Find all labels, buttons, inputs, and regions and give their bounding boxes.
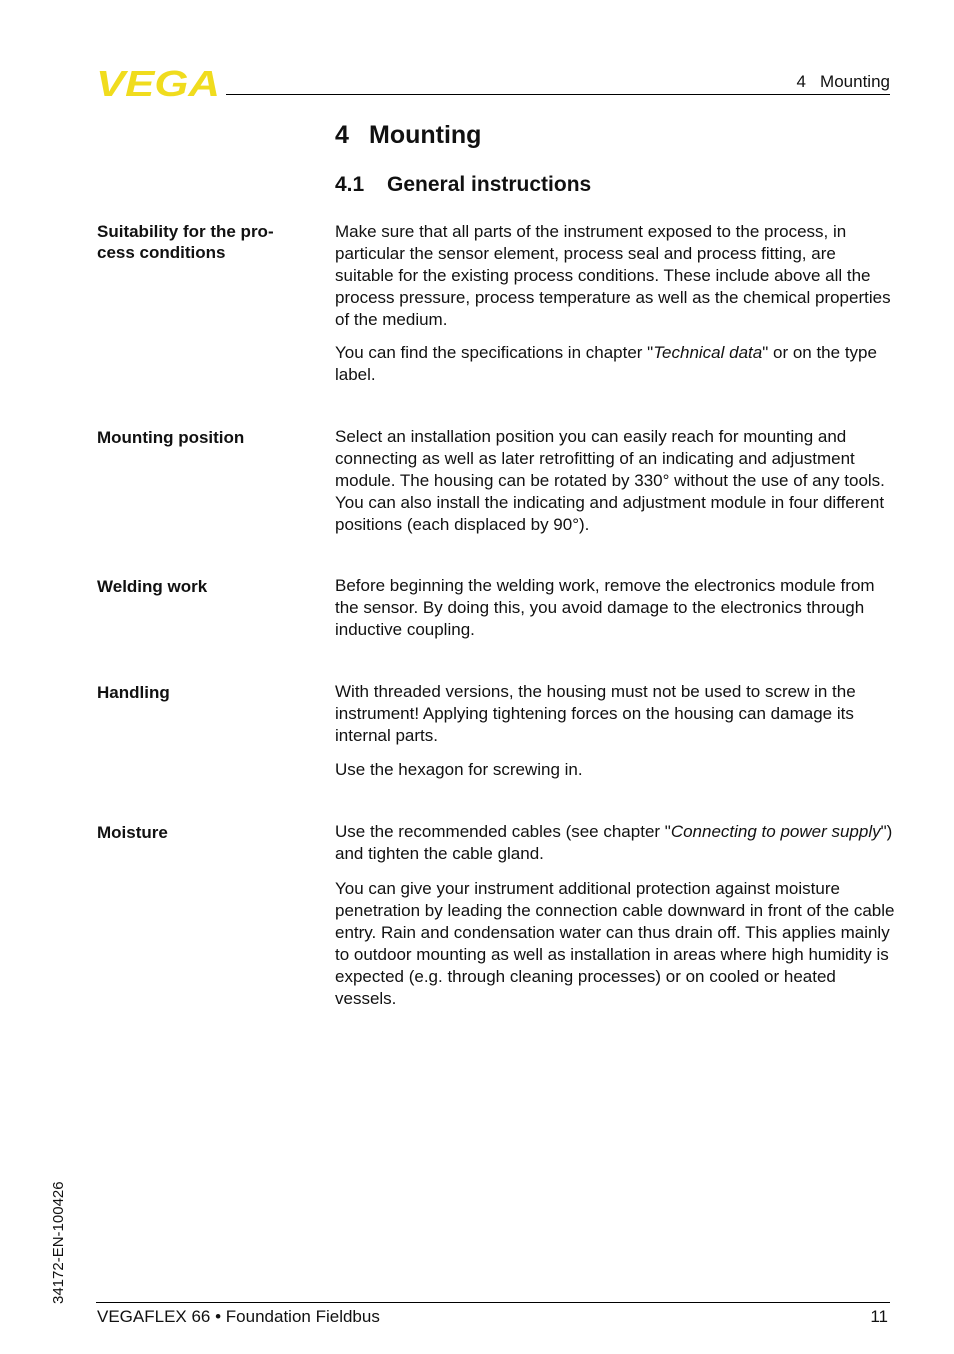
paragraph-suitability-1: Make sure that all parts of the instrument exposed to the process, in particular the sensor element, process seal and process fitting, are suitable for the existing process conditions. These include above all the process pressure, process temperature as well as the chemical properties of the medium. [335, 222, 891, 329]
footer-rule [96, 1302, 890, 1303]
page-number: 11 [870, 1307, 888, 1326]
section-number: 4.1 [335, 173, 365, 196]
paragraph-handling-2: Use the hexagon for screwing in. [335, 760, 583, 779]
paragraph-welding-work: Before beginning the welding work, remove the electronics module from the sensor. By doing this, you avoid damage to the electronics through inductive coupling. [335, 576, 875, 639]
vega-logo [96, 66, 220, 98]
label-mounting-position: Mounting position [97, 428, 245, 447]
header-rule [226, 94, 890, 95]
paragraph-handling-1: With threaded versions, the housing must not be used to screw in the instrument! Applying tightening forces on the housing can damage its internal parts. [335, 682, 856, 745]
label-handling: Handling [97, 683, 170, 702]
paragraph-moisture-2: You can give your instrument additional protection against moisture penetration by leading the connection cable downward in front of the cable entry. Rain and condensation water can thus drain off. This applies mainly to outdoor mounting as well as installation in areas where high humidity is expected (e.g. through cleaning processes) or on cooled or heated vessels. [335, 879, 895, 1008]
paragraph-mounting-position: Select an installation position you can easily reach for mounting and connecting as well as later retrofitting of an indicating and adjustment module. The housing can be rotated by 330° without the use of any tools. You can also install the indicating and adjustment module in four different positions (each displaced by 90°). [335, 427, 885, 534]
italic-connecting-power-supply: Connecting to power supply [670, 822, 881, 841]
label-suitability: Suitability for the pro- cess conditions [97, 222, 274, 262]
section-title: General instructions [387, 173, 592, 196]
header-section-label: 4 Mounting [796, 72, 890, 91]
italic-technical-data: Technical data [653, 343, 763, 362]
document-code: 34172-EN-100426 [50, 1181, 67, 1304]
section-heading [335, 173, 591, 197]
vega-logo-text: VEGA [96, 66, 220, 98]
label-welding-work: Welding work [97, 577, 208, 596]
label-moisture: Moisture [97, 823, 168, 842]
chapter-heading [335, 121, 481, 150]
footer-title: VEGAFLEX 66 • Foundation Fieldbus [97, 1307, 380, 1326]
chapter-number: 4 [335, 121, 349, 149]
paragraph-suitability-2: You can find the specifications in chapter "Technical data" or on the type label. [335, 343, 877, 384]
paragraph-moisture-1: Use the recommended cables (see chapter "Connecting to power supply") and tighten the cable gland. [335, 822, 893, 863]
chapter-title: Mounting [369, 121, 482, 149]
